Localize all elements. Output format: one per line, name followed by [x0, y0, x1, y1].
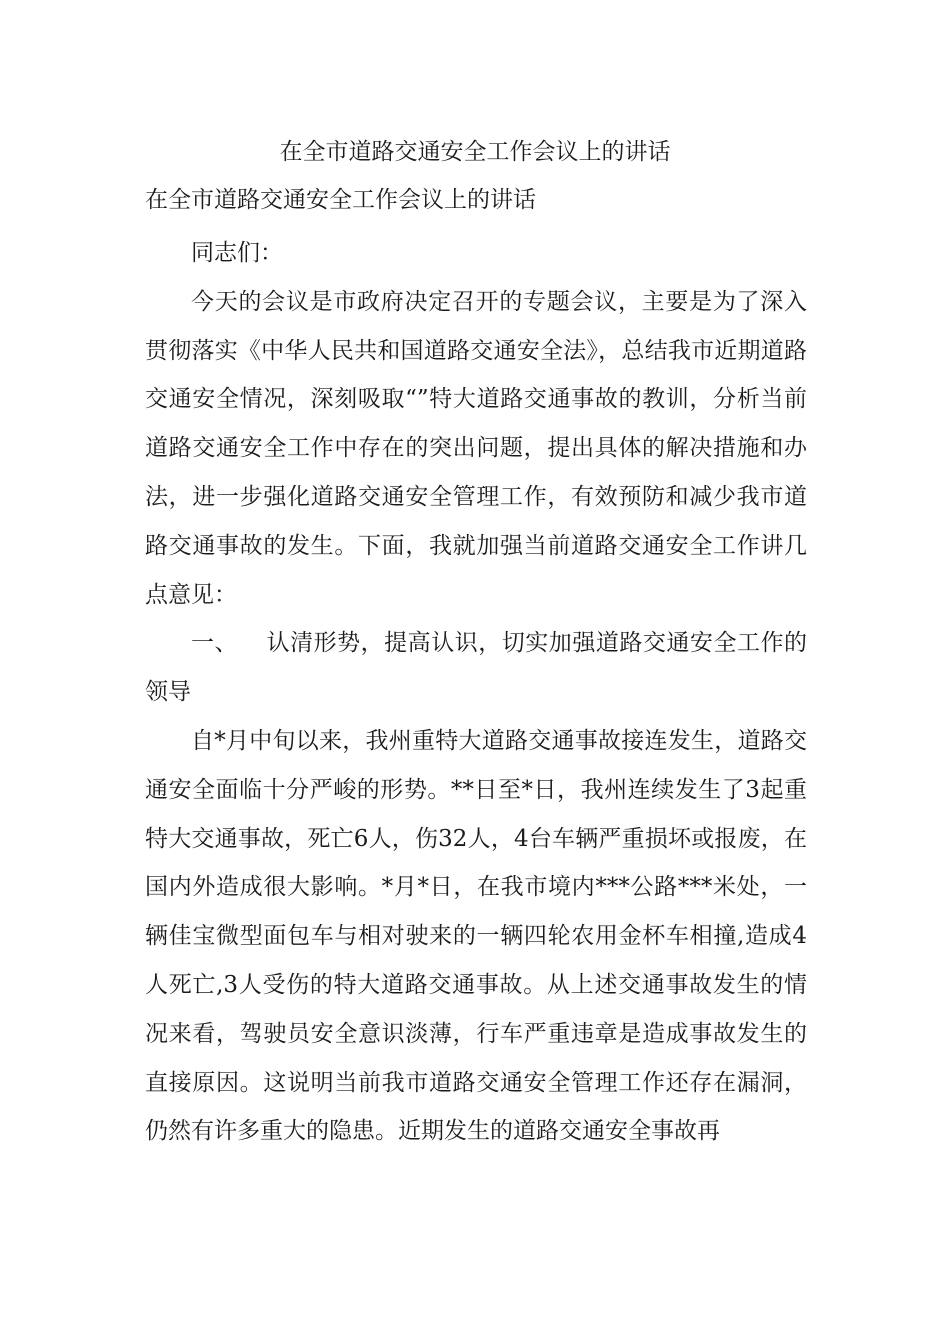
section-heading-1 — [145, 619, 807, 717]
section-number: 一、 — [191, 630, 239, 657]
paragraph-intro: 今天的会议是市政府决定召开的专题会议，主要是为了深入贯彻落实《中华人民共和国道路交通安全法》，总结我市近期道路交通安全情况，深刻吸取“”特大道路交通事故的教训，分析当前道路交通安全工作中存在的突出问题，提出具体的解决措施和办法，进一步强化道路交通安全管理工作，有效预防和减少我市道路交通事故的发生。下面，我就加强当前道路交通安全工作讲几点意见： — [145, 288, 807, 608]
paragraph-situation: 自*月中旬以来，我州重特大道路交通事故接连发生，道路交通安全面临十分严峻的形势。**日至*日，我州连续发生了3起重特大交通事故，死亡6人，伤32人，4台车辆严重损坏或报废，在国内外造成很大影响。*月*日，在我市境内***公路***米处，一辆佳宝微型面包车与相对驶来的一辆四轮农用金杯车相撞,造成4人死亡,3人受伤的特大道路交通事故。从上述交通事故发生的情况来看，驾驶员安全意识淡薄，行车严重违章是造成事故发生的直接原因。这说明当前我市道路交通安全管理工作还存在漏洞，仍然有许多重大的隐患。近期发生的道路交通安全事故再 — [145, 727, 807, 1145]
section-title: 认清形势，提高认识，切实加强道路交通安全工作的领导 — [145, 630, 808, 706]
document-title: 在全市道路交通安全工作会议上的讲话 — [279, 139, 671, 165]
document-body — [145, 229, 807, 1156]
document-subtitle: 在全市道路交通安全工作会议上的讲话 — [145, 187, 536, 213]
salutation: 同志们： — [191, 240, 283, 266]
